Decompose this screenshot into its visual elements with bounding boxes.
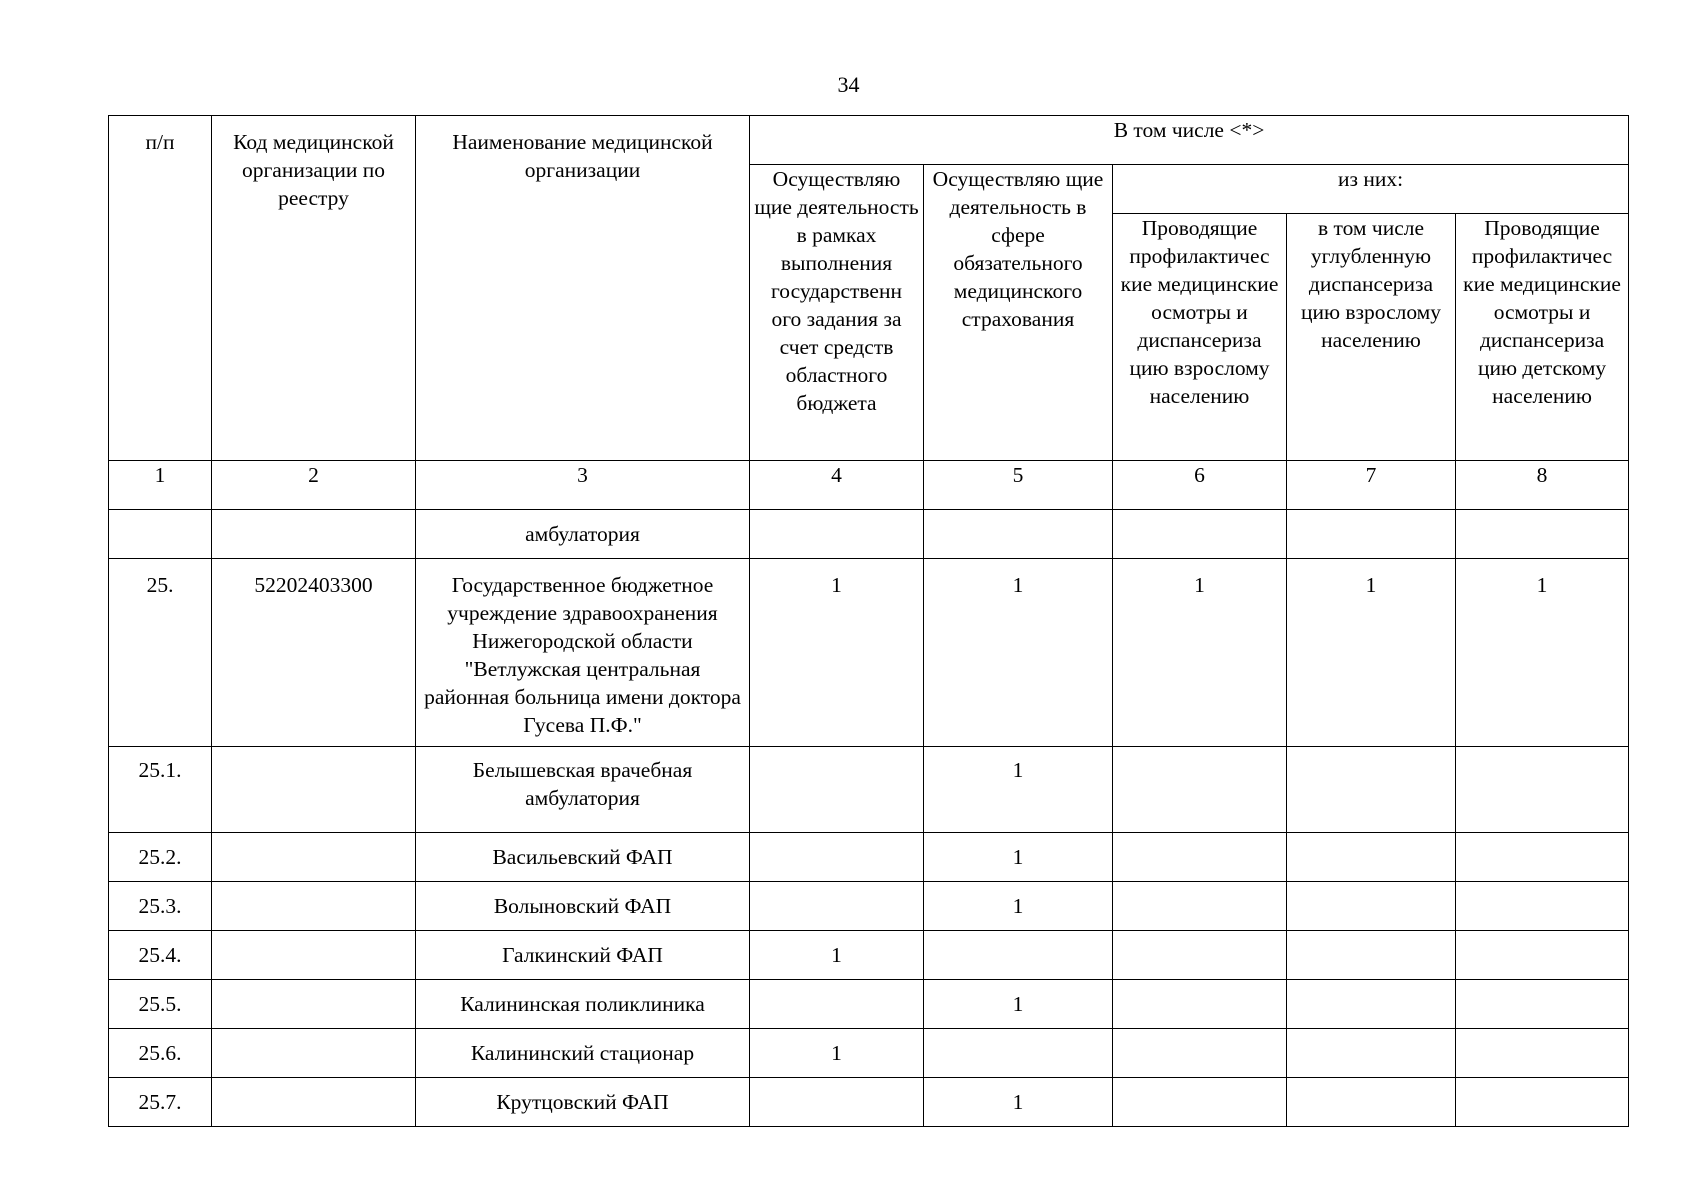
row-col-5: 1 — [924, 882, 1113, 931]
table-row — [109, 833, 1629, 882]
row-pp: 25.6. — [109, 1029, 212, 1078]
table-row — [109, 980, 1629, 1029]
row-col-6 — [1113, 510, 1287, 559]
row-code — [212, 882, 416, 931]
row-col-6 — [1113, 931, 1287, 980]
row-col-5: 1 — [924, 559, 1113, 747]
row-name: Белышевская врачебная амбулатория — [416, 747, 750, 833]
row-pp: 25.3. — [109, 882, 212, 931]
table-row — [109, 1078, 1629, 1127]
row-col-6: 1 — [1113, 559, 1287, 747]
medical-organizations-table — [108, 115, 1629, 1127]
row-col-7 — [1287, 747, 1456, 833]
row-col-7 — [1287, 882, 1456, 931]
row-pp — [109, 510, 212, 559]
row-col-5 — [924, 931, 1113, 980]
header-group-including: В том числе <*> — [750, 116, 1629, 165]
header-pp: п/п — [109, 116, 212, 461]
column-number: 3 — [416, 461, 750, 510]
row-name: амбулатория — [416, 510, 750, 559]
row-code — [212, 510, 416, 559]
row-code — [212, 1078, 416, 1127]
row-col-6 — [1113, 980, 1287, 1029]
row-col-8 — [1456, 882, 1629, 931]
row-pp: 25.7. — [109, 1078, 212, 1127]
row-col-7 — [1287, 1029, 1456, 1078]
table-row — [109, 931, 1629, 980]
column-number: 4 — [750, 461, 924, 510]
row-col-7 — [1287, 980, 1456, 1029]
row-col-7: 1 — [1287, 559, 1456, 747]
column-number: 7 — [1287, 461, 1456, 510]
header-col-7: в том числе углубленную диспансериза цию взрослому населению — [1287, 214, 1456, 461]
row-col-7 — [1287, 931, 1456, 980]
row-col-5 — [924, 1029, 1113, 1078]
row-col-4: 1 — [750, 1029, 924, 1078]
header-col-8: Проводящие профилактичес кие медицинские осмотры и диспансериза цию детскому населению — [1456, 214, 1629, 461]
row-col-7 — [1287, 510, 1456, 559]
column-number-row — [109, 461, 1629, 510]
table-row — [109, 510, 1629, 559]
row-col-4: 1 — [750, 931, 924, 980]
row-col-6 — [1113, 882, 1287, 931]
row-col-5: 1 — [924, 747, 1113, 833]
row-pp: 25. — [109, 559, 212, 747]
row-col-6 — [1113, 1078, 1287, 1127]
row-col-4 — [750, 1078, 924, 1127]
row-col-5 — [924, 510, 1113, 559]
header-col-6: Проводящие профилактичес кие медицинские осмотры и диспансериза цию взрослому населению — [1113, 214, 1287, 461]
row-col-8 — [1456, 510, 1629, 559]
row-col-4: 1 — [750, 559, 924, 747]
row-col-5: 1 — [924, 833, 1113, 882]
column-number: 1 — [109, 461, 212, 510]
page-number: 34 — [837, 72, 860, 97]
column-number: 2 — [212, 461, 416, 510]
header-col-4: Осуществляю щие деятельность в рамках выполнения государственн ого задания за счет средств областного бюджета — [750, 165, 924, 461]
header-row-top — [109, 116, 1629, 165]
table-row — [109, 1029, 1629, 1078]
row-col-6 — [1113, 747, 1287, 833]
column-number: 6 — [1113, 461, 1287, 510]
row-col-4 — [750, 980, 924, 1029]
row-col-8: 1 — [1456, 559, 1629, 747]
header-col-5: Осуществляю щие деятельность в сфере обязательного медицинского страхования — [924, 165, 1113, 461]
row-col-8 — [1456, 833, 1629, 882]
row-col-7 — [1287, 1078, 1456, 1127]
row-name: Волыновский ФАП — [416, 882, 750, 931]
row-pp: 25.2. — [109, 833, 212, 882]
row-code — [212, 833, 416, 882]
row-code — [212, 747, 416, 833]
row-name: Галкинский ФАП — [416, 931, 750, 980]
header-subgroup-of-them: из них: — [1113, 165, 1629, 214]
row-code — [212, 980, 416, 1029]
table-row — [109, 747, 1629, 833]
row-code — [212, 931, 416, 980]
row-col-5: 1 — [924, 980, 1113, 1029]
column-number: 8 — [1456, 461, 1629, 510]
row-col-7 — [1287, 833, 1456, 882]
row-col-8 — [1456, 747, 1629, 833]
row-name: Калининский стационар — [416, 1029, 750, 1078]
row-code — [212, 1029, 416, 1078]
row-pp: 25.1. — [109, 747, 212, 833]
row-col-5: 1 — [924, 1078, 1113, 1127]
row-col-4 — [750, 833, 924, 882]
table-row — [109, 559, 1629, 747]
column-number: 5 — [924, 461, 1113, 510]
table-row — [109, 882, 1629, 931]
row-name: Васильевский ФАП — [416, 833, 750, 882]
row-pp: 25.4. — [109, 931, 212, 980]
row-code: 52202403300 — [212, 559, 416, 747]
row-col-6 — [1113, 1029, 1287, 1078]
row-col-8 — [1456, 980, 1629, 1029]
row-col-6 — [1113, 833, 1287, 882]
row-pp: 25.5. — [109, 980, 212, 1029]
row-name: Государственное бюджетное учреждение здравоохранения Нижегородской области "Ветлужская центральная районная больница имени доктора Гусева П.Ф." — [416, 559, 750, 747]
row-col-8 — [1456, 931, 1629, 980]
row-col-8 — [1456, 1078, 1629, 1127]
row-col-8 — [1456, 1029, 1629, 1078]
row-col-4 — [750, 510, 924, 559]
row-col-4 — [750, 747, 924, 833]
row-name: Калининская поликлиника — [416, 980, 750, 1029]
header-name: Наименование медицинской организации — [416, 116, 750, 461]
row-name: Крутцовский ФАП — [416, 1078, 750, 1127]
header-code: Код медицинской организации по реестру — [212, 116, 416, 461]
row-col-4 — [750, 882, 924, 931]
